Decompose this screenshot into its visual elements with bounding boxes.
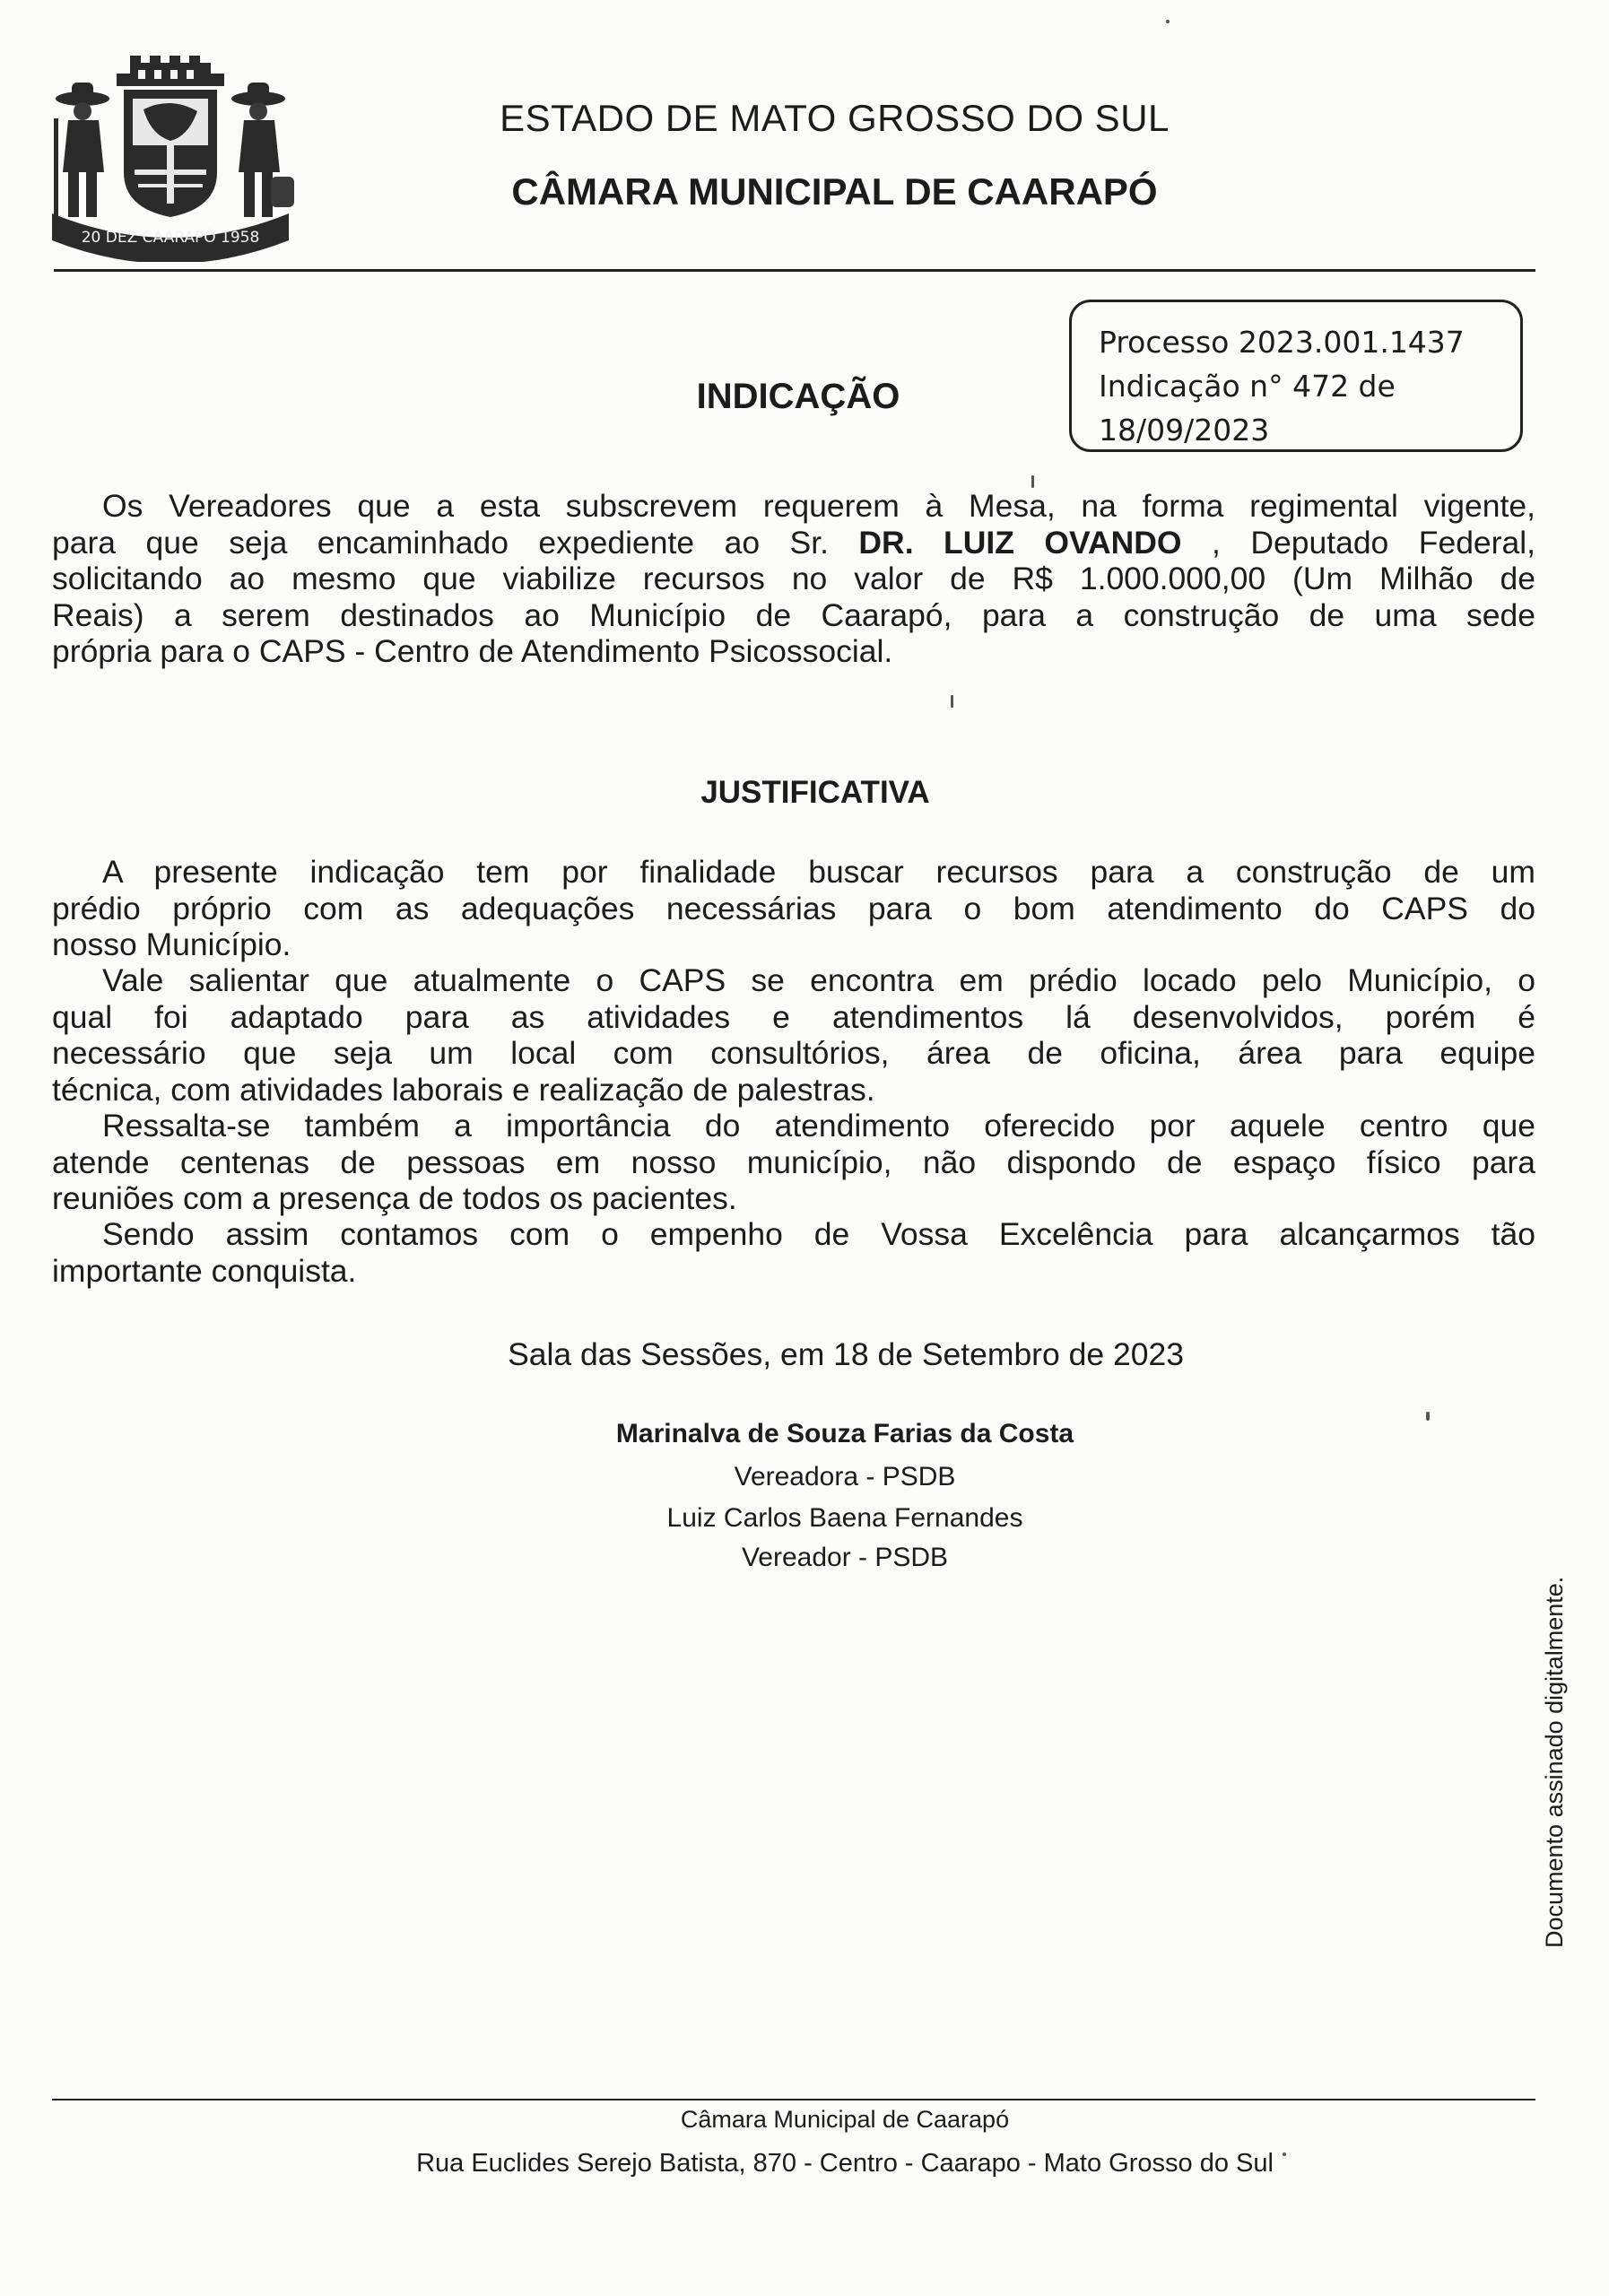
justification-paragraph-1: [52, 854, 1535, 963]
just-p1-line-3: nosso Município.: [52, 926, 291, 962]
request-paragraph: [52, 488, 1535, 670]
header-divider: [54, 269, 1535, 272]
signer-2-name: Luiz Carlos Baena Fernandes: [666, 1503, 1023, 1533]
request-line-5: própria para o CAPS - Centro de Atendimento Psicossocial.: [52, 633, 893, 669]
signer-1-role: Vereadora - PSDB: [734, 1462, 956, 1492]
process-number-box: [1069, 300, 1523, 452]
footer-address: Rua Euclides Serejo Batista, 870 - Centro - Caarapo - Mato Grosso do Sul: [416, 2149, 1274, 2178]
municipal-coat-of-arms: [45, 56, 296, 262]
just-p2-line-3: necessário que seja um local com consultórios, área de oficina, área para equipe: [52, 1035, 1535, 1071]
request-line-2-start: para que seja encaminhado expediente ao Sr.: [52, 524, 859, 561]
scan-speck: [1031, 475, 1034, 488]
request-line-2-end: , Deputado Federal,: [1181, 524, 1535, 561]
session-place-date: Sala das Sessões, em 18 de Setembro de 2023: [508, 1336, 1184, 1372]
just-p3-line-2: atende centenas de pessoas em nosso município, não dispondo de espaço físico para: [52, 1144, 1535, 1180]
signer-1-name: Marinalva de Souza Farias da Costa: [615, 1419, 1074, 1448]
just-p4-line-1: Sendo assim contamos com o empenho de Vossa Excelência para alcançarmos tão: [102, 1216, 1535, 1252]
digital-signature-note: [1541, 1535, 1577, 1948]
indication-date: 18/09/2023: [1099, 413, 1270, 448]
footer-institution: Câmara Municipal de Caarapó: [680, 2106, 1010, 2133]
justification-paragraph-3: [52, 1108, 1535, 1217]
request-line-3: solicitando ao mesmo que viabilize recursos no valor de R$ 1.000.000,00 (Um Milhão de: [52, 561, 1535, 596]
scan-speck: [951, 695, 953, 708]
coat-of-arms-ribbon-text: 20 DEZ CAARAPÓ 1958: [81, 229, 260, 247]
just-p2-line-4: técnica, com atividades laborais e realização de palestras.: [52, 1071, 875, 1108]
deputy-name: DR. LUIZ OVANDO: [858, 524, 1182, 561]
chamber-heading: CÂMARA MUNICIPAL DE CAARAPÓ: [511, 170, 1158, 213]
indication-number: Indicação n° 472 de: [1099, 369, 1396, 404]
justification-paragraph-4: [52, 1216, 1535, 1289]
request-line-1: Os Vereadores que a esta subscrevem requerem à Mesa, na forma regimental vigente,: [102, 488, 1535, 524]
scan-speck: [1426, 1412, 1430, 1421]
state-heading: ESTADO DE MATO GROSSO DO SUL: [500, 97, 1170, 139]
justification-title: JUSTIFICATIVA: [700, 775, 930, 810]
footer-divider: [52, 2099, 1535, 2100]
scan-speck: [1166, 20, 1170, 23]
just-p1-line-2: prédio próprio com as adequações necessárias para o bom atendimento do CAPS do: [52, 890, 1535, 926]
justification-paragraph-2: [52, 962, 1535, 1108]
process-number: Processo 2023.001.1437: [1099, 325, 1465, 360]
request-line-4: Reais) a serem destinados ao Município de Caarapó, para a construção de uma sede: [52, 596, 1535, 633]
just-p3-line-3: reuniões com a presença de todos os pacientes.: [52, 1180, 737, 1216]
document-title: INDICAÇÃO: [696, 377, 900, 416]
digital-signature-text: Documento assinado digitalmente.: [1541, 1576, 1568, 1948]
just-p2-line-2: qual foi adaptado para as atividades e atendimentos lá desenvolvidos, porém é: [52, 998, 1535, 1035]
just-p1-line-1: A presente indicação tem por finalidade buscar recursos para a construção de um: [102, 854, 1535, 890]
just-p4-line-2: importante conquista.: [52, 1252, 357, 1289]
signer-2-role: Vereador - PSDB: [741, 1543, 949, 1572]
just-p3-line-1: Ressalta-se também a importância do atendimento oferecido por aquele centro que: [102, 1108, 1535, 1144]
request-line-2: [52, 525, 1535, 561]
just-p2-line-1: Vale salientar que atualmente o CAPS se encontra em prédio locado pelo Município, o: [102, 962, 1535, 998]
scan-speck: [1283, 2152, 1286, 2156]
